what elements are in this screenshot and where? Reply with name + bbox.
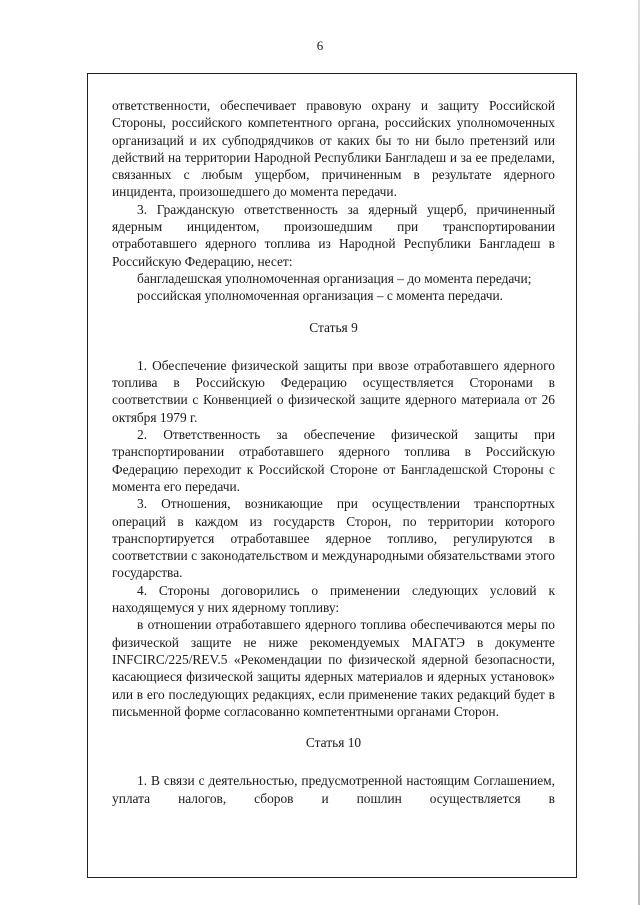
paragraph: ответственности, обеспечивает правовую охрану и защиту Российской Стороны, российского компетентного органа, российских уполномоченных организаций и их субподрядчиков от каких бы то ни было претензий или действий на территории Народной Республики Бангладеш и за ее пределами, связанных с любым ущербом, причиненным в результате ядерного инцидента, произошедшего до момента передачи. <box>112 98 555 200</box>
paragraph: 1. Обеспечение физической защиты при ввозе отработавшего ядерного топлива в Российскую Федерацию осуществляется Сторонами в соответствии с Конвенцией о физической защите ядерного материала от 26 октября 1979 г. <box>112 357 555 425</box>
list-item: российская уполномоченная организация – с момента передачи. <box>137 288 503 304</box>
article-heading: Статья 10 <box>305 735 362 751</box>
article-heading: Статья 9 <box>309 319 358 335</box>
paragraph: 1. В связи с деятельностью, предусмотренной настоящим Соглашением, уплата налогов, сборов и пошлин осуществляется в <box>112 773 555 806</box>
document-body <box>112 97 555 807</box>
list-item: бангладешская уполномоченная организация – до момента передачи; <box>137 270 532 286</box>
paragraph: в отношении отработавшего ядерного топлива обеспечиваются меры по физической защите не ниже рекомендуемых МАГАТЭ в документе INFCIRC/225/REV.5 «Рекомендации по физической ядерной безопасности, касающиеся физической защиты ядерных материалов и ядерных установок» или в его последующих редакциях, если применение таких редакций будет в письменной форме согласованно компетентными органами Сторон. <box>112 617 555 719</box>
paragraph: 2. Ответственность за обеспечение физической защиты при транспортировании отработавшего ядерного топлива в Российскую Федерацию переходит к Российской Стороне от Бангладешской Стороны с момента его передачи. <box>112 427 555 494</box>
paragraph: 3. Гражданскую ответственность за ядерный ущерб, причиненный ядерным инцидентом, произошедшим при транспортировании отработавшего ядерного топлива из Народной Республики Бангладеш в Российскую Федерацию, несет: <box>112 201 555 269</box>
paragraph: 3. Отношения, возникающие при осуществлении транспортных операций в каждом из государств Сторон, по территории которого транспортируется отработавшее ядерное топливо, регулируются в соответствии с законодательством и международными обязательствами этого государства. <box>112 496 555 581</box>
paragraph: 4. Стороны договорились о применении следующих условий к находящемуся у них ядерному топливу: <box>112 582 555 616</box>
page-number: 6 <box>316 38 324 53</box>
